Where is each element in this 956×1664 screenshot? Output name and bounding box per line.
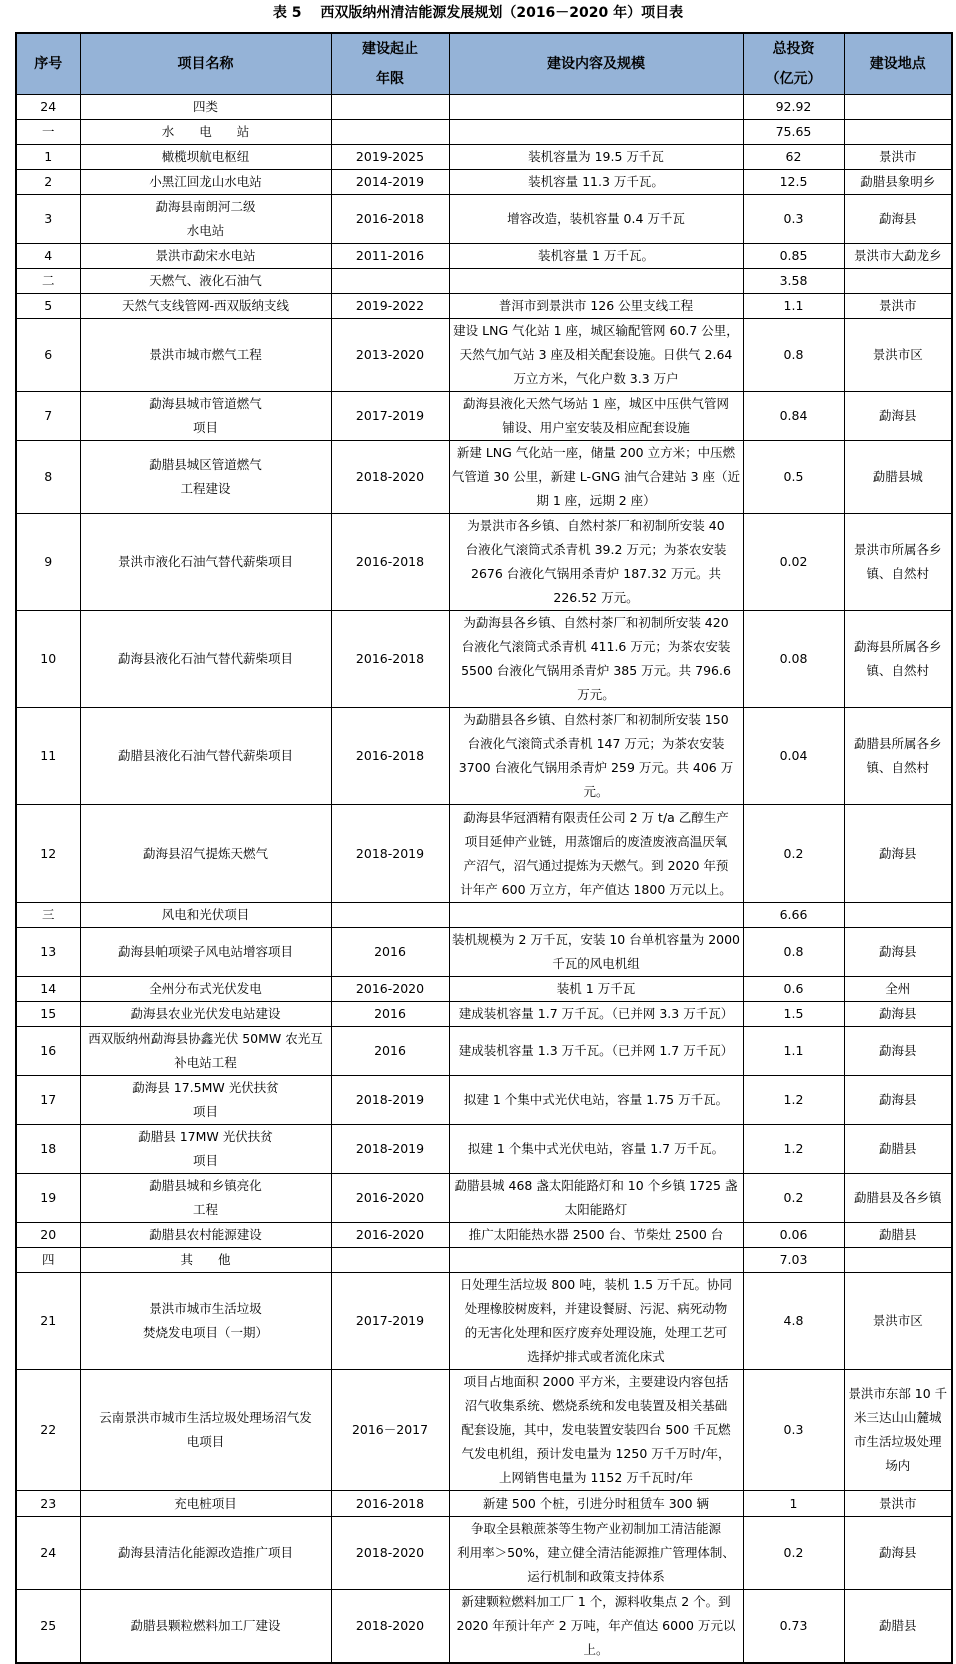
cell-period: 2016-2018 [331,611,449,708]
header-row [16,33,952,95]
cell-location [844,269,952,294]
cell-period: 2016－2017 [331,1370,449,1491]
cell-content: 装机容量 11.3 万千瓦。 [449,170,743,195]
cell-invest: 12.5 [743,170,844,195]
cell-period: 2014-2019 [331,170,449,195]
cell-period: 2011-2016 [331,244,449,269]
cell-invest: 0.8 [743,319,844,392]
cell-name: 勐腊县农村能源建设 [80,1223,331,1248]
cell-invest: 0.2 [743,805,844,903]
table-row [16,244,952,269]
cell-location [844,95,952,120]
header-period: 建设起止 年限 [331,33,449,95]
cell-name: 西双版纳州勐海县协鑫光伏 50MW 农光互 补电站工程 [80,1027,331,1076]
cell-period: 2016-2018 [331,708,449,805]
cell-location: 景洪市所属各乡 镇、自然村 [844,514,952,611]
cell-name: 四类 [80,95,331,120]
cell-invest: 1.5 [743,1002,844,1027]
cell-period [331,120,449,145]
cell-name: 全州分布式光伏发电 [80,977,331,1002]
table-row [16,708,952,805]
cell-no: 11 [16,708,80,805]
cell-period: 2016 [331,1002,449,1027]
table-row [16,928,952,977]
cell-no: 二 [16,269,80,294]
cell-content: 为景洪市各乡镇、自然村茶厂和初制所安装 40 台液化气滚筒式杀青机 39.2 万元；为茶农安装 2676 台液化气锅用杀青炉 187.32 万元。共 226.52 万元。 [449,514,743,611]
table-row [16,319,952,392]
table-row [16,977,952,1002]
cell-content: 推广太阳能热水器 2500 台、节柴灶 2500 台 [449,1223,743,1248]
cell-no: 4 [16,244,80,269]
cell-invest: 0.8 [743,928,844,977]
cell-location: 勐海县 [844,392,952,441]
cell-content [449,1248,743,1273]
cell-invest: 7.03 [743,1248,844,1273]
cell-content: 装机规模为 2 万千瓦，安装 10 台单机容量为 2000 千瓦的风电机组 [449,928,743,977]
cell-invest: 0.85 [743,244,844,269]
cell-period: 2018-2020 [331,1517,449,1590]
cell-name: 天然气支线管网-西双版纳支线 [80,294,331,319]
cell-location: 勐海县 [844,928,952,977]
cell-invest: 0.06 [743,1223,844,1248]
cell-no: 19 [16,1174,80,1223]
cell-no: 20 [16,1223,80,1248]
cell-name: 勐腊县 17MW 光伏扶贫 项目 [80,1125,331,1174]
cell-location: 景洪市区 [844,1273,952,1370]
header-investment: 总投资 （亿元） [743,33,844,95]
cell-period: 2018-2020 [331,441,449,514]
table-row [16,120,952,145]
cell-no: 25 [16,1590,80,1664]
cell-no: 12 [16,805,80,903]
cell-invest: 75.65 [743,120,844,145]
table-row [16,294,952,319]
cell-name: 景洪市液化石油气替代薪柴项目 [80,514,331,611]
cell-location [844,903,952,928]
cell-content: 为勐腊县各乡镇、自然村茶厂和初制所安装 150 台液化气滚筒式杀青机 147 万元；为茶农安装 3700 台液化气锅用杀青炉 259 万元。共 406 万元。 [449,708,743,805]
cell-content: 装机 1 万千瓦 [449,977,743,1002]
cell-content: 增容改造，装机容量 0.4 万千瓦 [449,195,743,244]
cell-location: 勐海县所属各乡 镇、自然村 [844,611,952,708]
cell-period: 2019-2022 [331,294,449,319]
cell-no: 16 [16,1027,80,1076]
cell-invest: 0.6 [743,977,844,1002]
cell-content: 普洱市到景洪市 126 公里支线工程 [449,294,743,319]
cell-name: 其 他 [80,1248,331,1273]
cell-period: 2016-2020 [331,1174,449,1223]
cell-no: 9 [16,514,80,611]
cell-name: 水 电 站 [80,120,331,145]
cell-period: 2017-2019 [331,392,449,441]
cell-name: 勐海县南朗河二级 水电站 [80,195,331,244]
cell-name: 勐海县帕项梁子风电站增容项目 [80,928,331,977]
cell-no: 8 [16,441,80,514]
cell-location: 勐海县 [844,1076,952,1125]
cell-period: 2016 [331,1027,449,1076]
cell-no: 24 [16,1517,80,1590]
cell-invest: 0.3 [743,195,844,244]
table-row [16,1174,952,1223]
cell-name: 勐海县清洁化能源改造推广项目 [80,1517,331,1590]
cell-location: 景洪市 [844,145,952,170]
header-no: 序号 [16,33,80,95]
cell-content: 为勐海县各乡镇、自然村茶厂和初制所安装 420 台液化气滚筒式杀青机 411.6 万元；为茶农安装 5500 台液化气锅用杀青炉 385 万元。共 796.6 万元。 [449,611,743,708]
cell-invest: 0.73 [743,1590,844,1664]
cell-invest: 0.08 [743,611,844,708]
cell-no: 23 [16,1491,80,1517]
cell-period: 2016-2018 [331,514,449,611]
cell-period: 2017-2019 [331,1273,449,1370]
cell-location: 勐腊县城 [844,441,952,514]
table-row [16,392,952,441]
cell-invest: 92.92 [743,95,844,120]
cell-location: 全州 [844,977,952,1002]
table-row [16,441,952,514]
table-row [16,611,952,708]
cell-location: 景洪市 [844,294,952,319]
cell-invest: 4.8 [743,1273,844,1370]
table-row [16,170,952,195]
cell-content: 勐腊县城 468 盏太阳能路灯和 10 个乡镇 1725 盏 太阳能路灯 [449,1174,743,1223]
cell-content [449,269,743,294]
cell-location [844,1248,952,1273]
cell-no: 15 [16,1002,80,1027]
cell-period: 2016-2020 [331,1223,449,1248]
cell-invest: 1.1 [743,294,844,319]
table-title: 表 5 西双版纳州清洁能源发展规划（2016－2020 年）项目表 [272,5,684,21]
cell-content [449,120,743,145]
table-row [16,1248,952,1273]
cell-invest: 0.3 [743,1370,844,1491]
cell-location: 勐腊县象明乡 [844,170,952,195]
cell-content: 争取全县粮蔗茶等生物产业初制加工清洁能源 利用率＞50%，建立健全清洁能源推广管理体制、 运行机制和政策支持体系 [449,1517,743,1590]
table-row [16,1491,952,1517]
cell-content: 勐海县华冠酒精有限责任公司 2 万 t/a 乙醇生产 项目延伸产业链，用蒸馏后的废渣废液高温厌氧 产沼气，沼气通过提炼为天燃气。到 2020 年预 计年产 600 万立方，年产值达 1800 万元以上。 [449,805,743,903]
cell-name: 勐海县 17.5MW 光伏扶贫 项目 [80,1076,331,1125]
header-content: 建设内容及规模 [449,33,743,95]
cell-invest: 0.2 [743,1517,844,1590]
cell-location: 勐腊县 [844,1590,952,1664]
cell-location: 勐腊县 [844,1125,952,1174]
cell-invest: 0.84 [743,392,844,441]
cell-name: 风电和光伏项目 [80,903,331,928]
cell-content: 建成装机容量 1.3 万千瓦。（已并网 1.7 万千瓦） [449,1027,743,1076]
cell-name: 橄榄坝航电枢纽 [80,145,331,170]
cell-content: 新建 500 个桩，引进分时租赁车 300 辆 [449,1491,743,1517]
cell-period [331,269,449,294]
cell-content: 拟建 1 个集中式光伏电站，容量 1.75 万千瓦。 [449,1076,743,1125]
cell-no: 三 [16,903,80,928]
cell-name: 勐海县沼气提炼天燃气 [80,805,331,903]
table-row [16,195,952,244]
cell-location: 景洪市大勐龙乡 [844,244,952,269]
cell-no: 10 [16,611,80,708]
cell-name: 天燃气、液化石油气 [80,269,331,294]
cell-location: 勐海县 [844,1027,952,1076]
cell-location: 景洪市区 [844,319,952,392]
table-row [16,1517,952,1590]
project-table [15,32,953,1664]
cell-name: 景洪市城市生活垃圾 焚烧发电项目（一期） [80,1273,331,1370]
cell-name: 小黑江回龙山水电站 [80,170,331,195]
cell-no: 24 [16,95,80,120]
cell-location: 景洪市 [844,1491,952,1517]
cell-content: 装机容量为 19.5 万千瓦 [449,145,743,170]
cell-period: 2013-2020 [331,319,449,392]
cell-name: 勐腊县城和乡镇亮化 工程 [80,1174,331,1223]
cell-invest: 1.1 [743,1027,844,1076]
cell-content: 建成装机容量 1.7 万千瓦。（已并网 3.3 万千瓦） [449,1002,743,1027]
cell-no: 14 [16,977,80,1002]
cell-content: 装机容量 1 万千瓦。 [449,244,743,269]
cell-content: 项目占地面积 2000 平方米，主要建设内容包括 沼气收集系统、燃烧系统和发电装置及相关基础 配套设施，其中，发电装置安装四台 500 千瓦燃 气发电机组，预计发电量为 1250 万千万时/年， 上网销售电量为 1152 万千瓦时/年 [449,1370,743,1491]
cell-invest: 3.58 [743,269,844,294]
cell-location: 勐海县 [844,1002,952,1027]
cell-location: 勐海县 [844,1517,952,1590]
cell-location [844,120,952,145]
cell-no: 18 [16,1125,80,1174]
table-row [16,269,952,294]
cell-name: 云南景洪市城市生活垃圾处理场沼气发 电项目 [80,1370,331,1491]
cell-name: 勐腊县城区管道燃气 工程建设 [80,441,331,514]
table-row [16,1370,952,1491]
cell-no: 6 [16,319,80,392]
cell-invest: 0.2 [743,1174,844,1223]
header-location: 建设地点 [844,33,952,95]
cell-content: 新建 LNG 气化站一座，储量 200 立方米；中压燃 气管道 30 公里，新建 L-GNG 油气合建站 3 座（近 期 1 座，远期 2 座） [449,441,743,514]
cell-name: 景洪市勐宋水电站 [80,244,331,269]
cell-location: 景洪市东部 10 千 米三达山山麓城 市生活垃圾处理 场内 [844,1370,952,1491]
cell-period [331,903,449,928]
cell-content: 建设 LNG 气化站 1 座，城区输配管网 60.7 公里， 天然气加气站 3 座及相关配套设施。日供气 2.64 万立方米，气化户数 3.3 万户 [449,319,743,392]
cell-no: 3 [16,195,80,244]
cell-content: 拟建 1 个集中式光伏电站，容量 1.7 万千瓦。 [449,1125,743,1174]
table-row [16,95,952,120]
cell-period: 2016-2018 [331,1491,449,1517]
cell-name: 充电桩项目 [80,1491,331,1517]
cell-invest: 0.5 [743,441,844,514]
cell-no: 17 [16,1076,80,1125]
cell-name: 勐腊县颗粒燃料加工厂建设 [80,1590,331,1664]
cell-location: 勐腊县及各乡镇 [844,1174,952,1223]
cell-invest: 6.66 [743,903,844,928]
cell-no: 13 [16,928,80,977]
cell-period: 2016-2020 [331,977,449,1002]
cell-period: 2018-2020 [331,1590,449,1664]
cell-content: 勐海县液化天然气场站 1 座，城区中压供气管网 铺设、用户室安装及相应配套设施 [449,392,743,441]
cell-period: 2018-2019 [331,1125,449,1174]
table-row [16,1027,952,1076]
cell-content [449,95,743,120]
cell-content [449,903,743,928]
cell-invest: 1.2 [743,1125,844,1174]
table-row [16,1223,952,1248]
table-row [16,1076,952,1125]
table-row [16,145,952,170]
table-row [16,1273,952,1370]
table-row [16,805,952,903]
header-name: 项目名称 [80,33,331,95]
table-row [16,514,952,611]
cell-invest: 0.04 [743,708,844,805]
cell-period: 2018-2019 [331,805,449,903]
cell-period: 2019-2025 [331,145,449,170]
cell-location: 勐海县 [844,805,952,903]
cell-no: 7 [16,392,80,441]
cell-invest: 62 [743,145,844,170]
cell-invest: 1 [743,1491,844,1517]
cell-no: 5 [16,294,80,319]
cell-period: 2016 [331,928,449,977]
cell-location: 勐腊县所属各乡 镇、自然村 [844,708,952,805]
cell-location: 勐腊县 [844,1223,952,1248]
cell-no: 21 [16,1273,80,1370]
cell-content: 新建颗粒燃料加工厂 1 个，源料收集点 2 个。到 2020 年预计年产 2 万吨，年产值达 6000 万元以 上。 [449,1590,743,1664]
cell-no: 22 [16,1370,80,1491]
cell-name: 勐海县农业光伏发电站建设 [80,1002,331,1027]
table-row [16,1002,952,1027]
table-row [16,903,952,928]
table-row [16,1125,952,1174]
cell-invest: 1.2 [743,1076,844,1125]
cell-name: 勐腊县液化石油气替代薪柴项目 [80,708,331,805]
cell-invest: 0.02 [743,514,844,611]
cell-period: 2016-2018 [331,195,449,244]
cell-period: 2018-2019 [331,1076,449,1125]
cell-name: 勐海县液化石油气替代薪柴项目 [80,611,331,708]
cell-no: 四 [16,1248,80,1273]
cell-name: 勐海县城市管道燃气 项目 [80,392,331,441]
cell-period [331,1248,449,1273]
cell-location: 勐海县 [844,195,952,244]
table-row [16,1590,952,1664]
cell-no: 1 [16,145,80,170]
cell-no: 2 [16,170,80,195]
cell-content: 日处理生活垃圾 800 吨，装机 1.5 万千瓦。协同 处理橡胶树废料，并建设餐厨、污泥、病死动物 的无害化处理和医疗废弃处理设施，处理工艺可 选择炉排式或者流化床式 [449,1273,743,1370]
cell-no: 一 [16,120,80,145]
cell-name: 景洪市城市燃气工程 [80,319,331,392]
cell-period [331,95,449,120]
